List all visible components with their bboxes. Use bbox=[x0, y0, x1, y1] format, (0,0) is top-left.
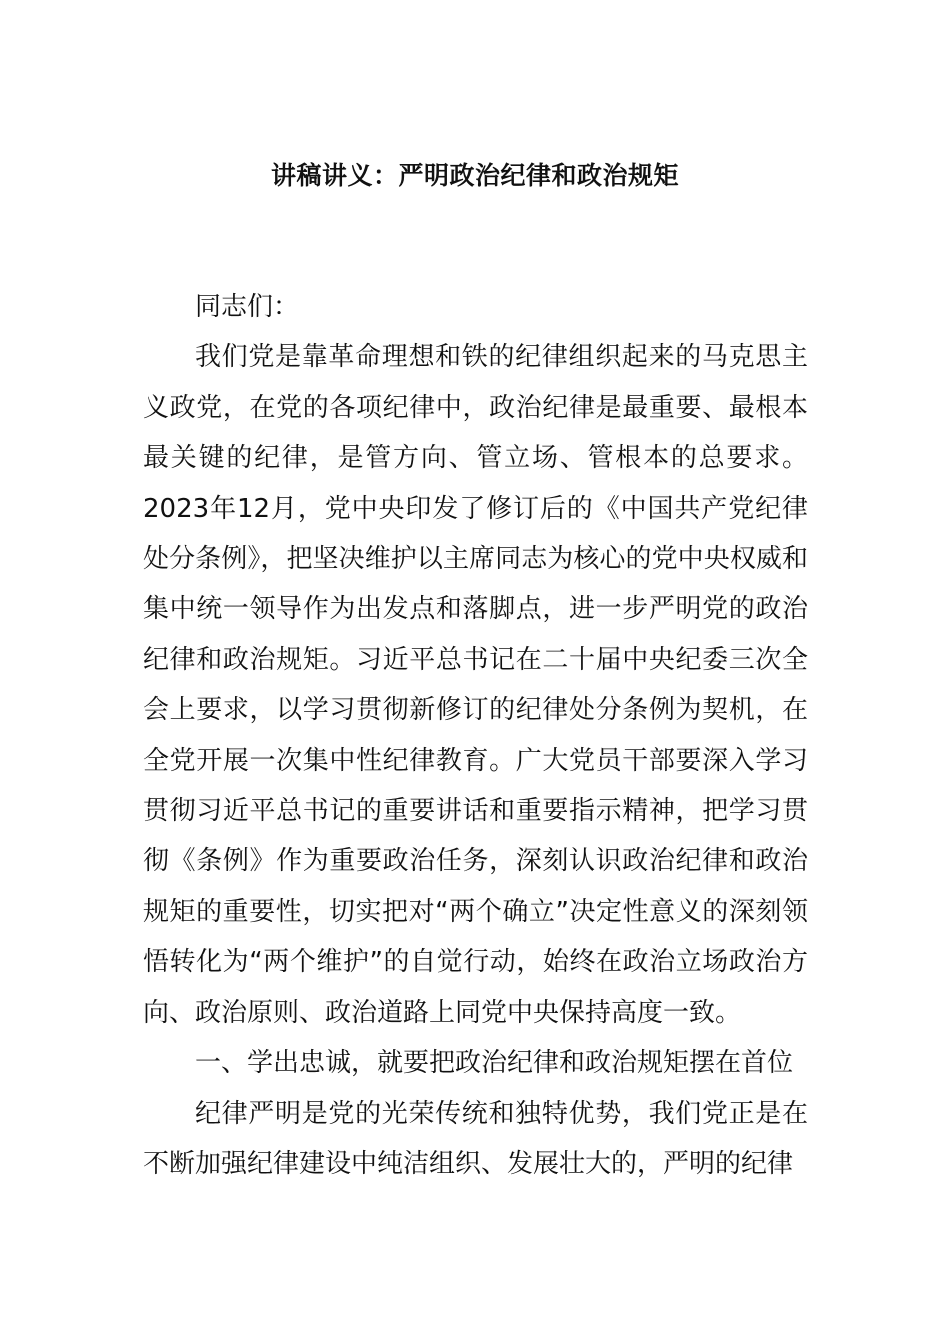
document-title: 讲稿讲义：严明政治纪律和政治规矩 bbox=[270, 161, 679, 190]
section-heading-1: 一、学出忠诚，就要把政治纪律和政治规矩摆在首位 bbox=[195, 1048, 794, 1079]
body-paragraph-2: 纪律严明是党的光荣传统和独特优势，我们党正是在不断加强纪律建设中纯洁组织、发展壮大的，严明的纪律 bbox=[143, 1098, 808, 1179]
salutation: 同志们： bbox=[195, 292, 300, 322]
body-paragraph-1: 我们党是靠革命理想和铁的纪律组织起来的马克思主义政党，在党的各项纪律中，政治纪律是最重要、最根本最关键的纪律，是管方向、管立场、管根本的总要求。2023年12月，党中央印发了修订后的《中国共产党纪律处分条例》，把坚决维护以主席同志为核心的党中央权威和集中统一领导作为出发点和落脚点，进一步严明党的政治纪律和政治规矩。习近平总书记在二十届中央纪委三次全会上要求，以学习贯彻新修订的纪律处分条例为契机，在全党开展一次集中性纪律教育。广大党员干部要深入学习贯彻习近平总书记的重要讲话和重要指示精神，把学习贯彻《条例》作为重要政治任务，深刻认识政治纪律和政治规矩的重要性，切实把对“两个确立”决定性意义的深刻领悟转化为“两个维护”的自觉行动，始终在政治立场政治方向、政治原则、政治道路上同党中央保持高度一致。 bbox=[143, 342, 808, 1028]
document-body bbox=[143, 282, 808, 1189]
